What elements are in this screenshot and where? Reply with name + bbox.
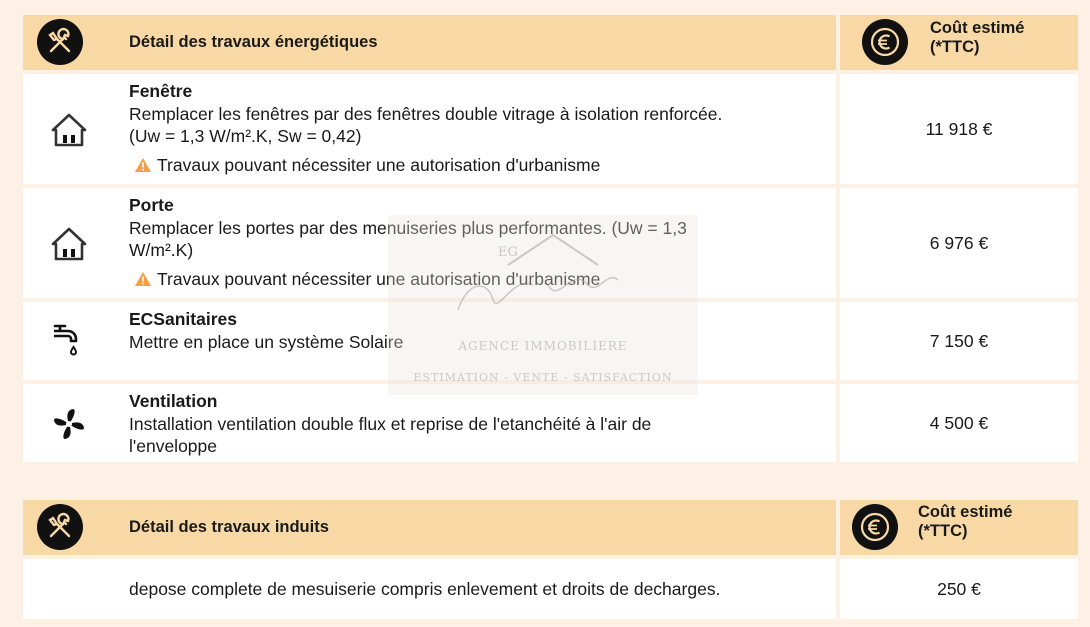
induced-cost-header: [918, 503, 1012, 541]
faucet-icon: [51, 320, 85, 365]
euro-icon: [852, 504, 898, 550]
induced-header-title-cell: [23, 500, 836, 555]
work-title: ECSanitaires: [129, 309, 237, 329]
watermark-tagline: ESTIMATION - VENTE - SATISFACTION: [413, 371, 673, 384]
energy-works-header: [23, 15, 1078, 70]
work-description-cell: [23, 74, 836, 184]
table-row: [23, 302, 1078, 380]
tools-icon: [37, 19, 83, 65]
permit-warning: [129, 154, 836, 177]
work-description: Remplacer les portes par des menuiseries plus performantes. (Uw = 1,3: [129, 217, 687, 238]
work-cost: 7 150 €: [840, 302, 1078, 380]
table-row: [23, 384, 1078, 462]
watermark-logo-text: EG: [498, 245, 518, 260]
work-cost: 4 500 €: [840, 384, 1078, 462]
work-description-cell: [23, 559, 836, 619]
work-description: W/m².K): [129, 240, 194, 260]
work-description: Remplacer les fenêtres par des fenêtres double vitrage à isolation renforcée.: [129, 103, 723, 124]
warning-icon: [135, 158, 151, 172]
work-cost: 11 918 €: [840, 74, 1078, 184]
energy-header-title: Détail des travaux énergétiques: [129, 33, 378, 51]
work-description: Mettre en place un système Solaire: [129, 331, 404, 352]
energy-header-title-cell: [23, 15, 836, 70]
watermark-agency: AGENCE IMMOBILIERE: [458, 339, 628, 353]
energy-works-table: [23, 15, 1078, 462]
work-description-cell: [23, 384, 836, 462]
warning-icon: [135, 272, 151, 286]
work-cost: 250 €: [840, 559, 1078, 619]
house-icon: [49, 110, 89, 155]
work-title: Porte: [129, 195, 174, 215]
work-cost: 6 976 €: [840, 188, 1078, 298]
cost-header-line2: (*TTC): [930, 38, 980, 56]
energy-cost-header-cell: [840, 15, 1078, 70]
work-description: Installation ventilation double flux et reprise de l'etanchéité à l'air de: [129, 413, 652, 434]
tools-icon: [37, 504, 83, 550]
work-description: depose complete de mesuiserie compris enlevement et droits de decharges.: [129, 578, 721, 599]
energy-cost-header: [930, 19, 1024, 57]
work-description-cell: [23, 188, 836, 298]
work-title: Fenêtre: [129, 81, 193, 101]
fan-icon: [49, 404, 89, 449]
warning-text: Travaux pouvant nécessiter une autorisation d'urbanisme: [157, 154, 601, 175]
work-description: (Uw = 1,3 W/m².K, Sw = 0,42): [129, 126, 362, 146]
work-description-cell: [23, 302, 836, 380]
cost-header-line1: Coût estimé: [930, 19, 1025, 37]
induced-works-header: [23, 500, 1078, 555]
induced-works-table: [23, 500, 1078, 619]
warning-text: Travaux pouvant nécessiter une autorisation d'urbanisme: [157, 268, 601, 289]
table-row: [23, 188, 1078, 298]
work-title: Ventilation: [129, 391, 218, 411]
cost-header-line2: (*TTC): [918, 522, 968, 540]
permit-warning: [129, 268, 836, 291]
induced-header-title: Détail des travaux induits: [129, 518, 329, 536]
work-description: l'enveloppe: [129, 436, 217, 456]
induced-cost-header-cell: [840, 500, 1078, 555]
table-row: [23, 559, 1078, 619]
cost-header-line1: Coût estimé: [918, 503, 1013, 521]
euro-icon: [862, 19, 908, 65]
house-icon: [49, 224, 89, 269]
table-row: [23, 74, 1078, 184]
